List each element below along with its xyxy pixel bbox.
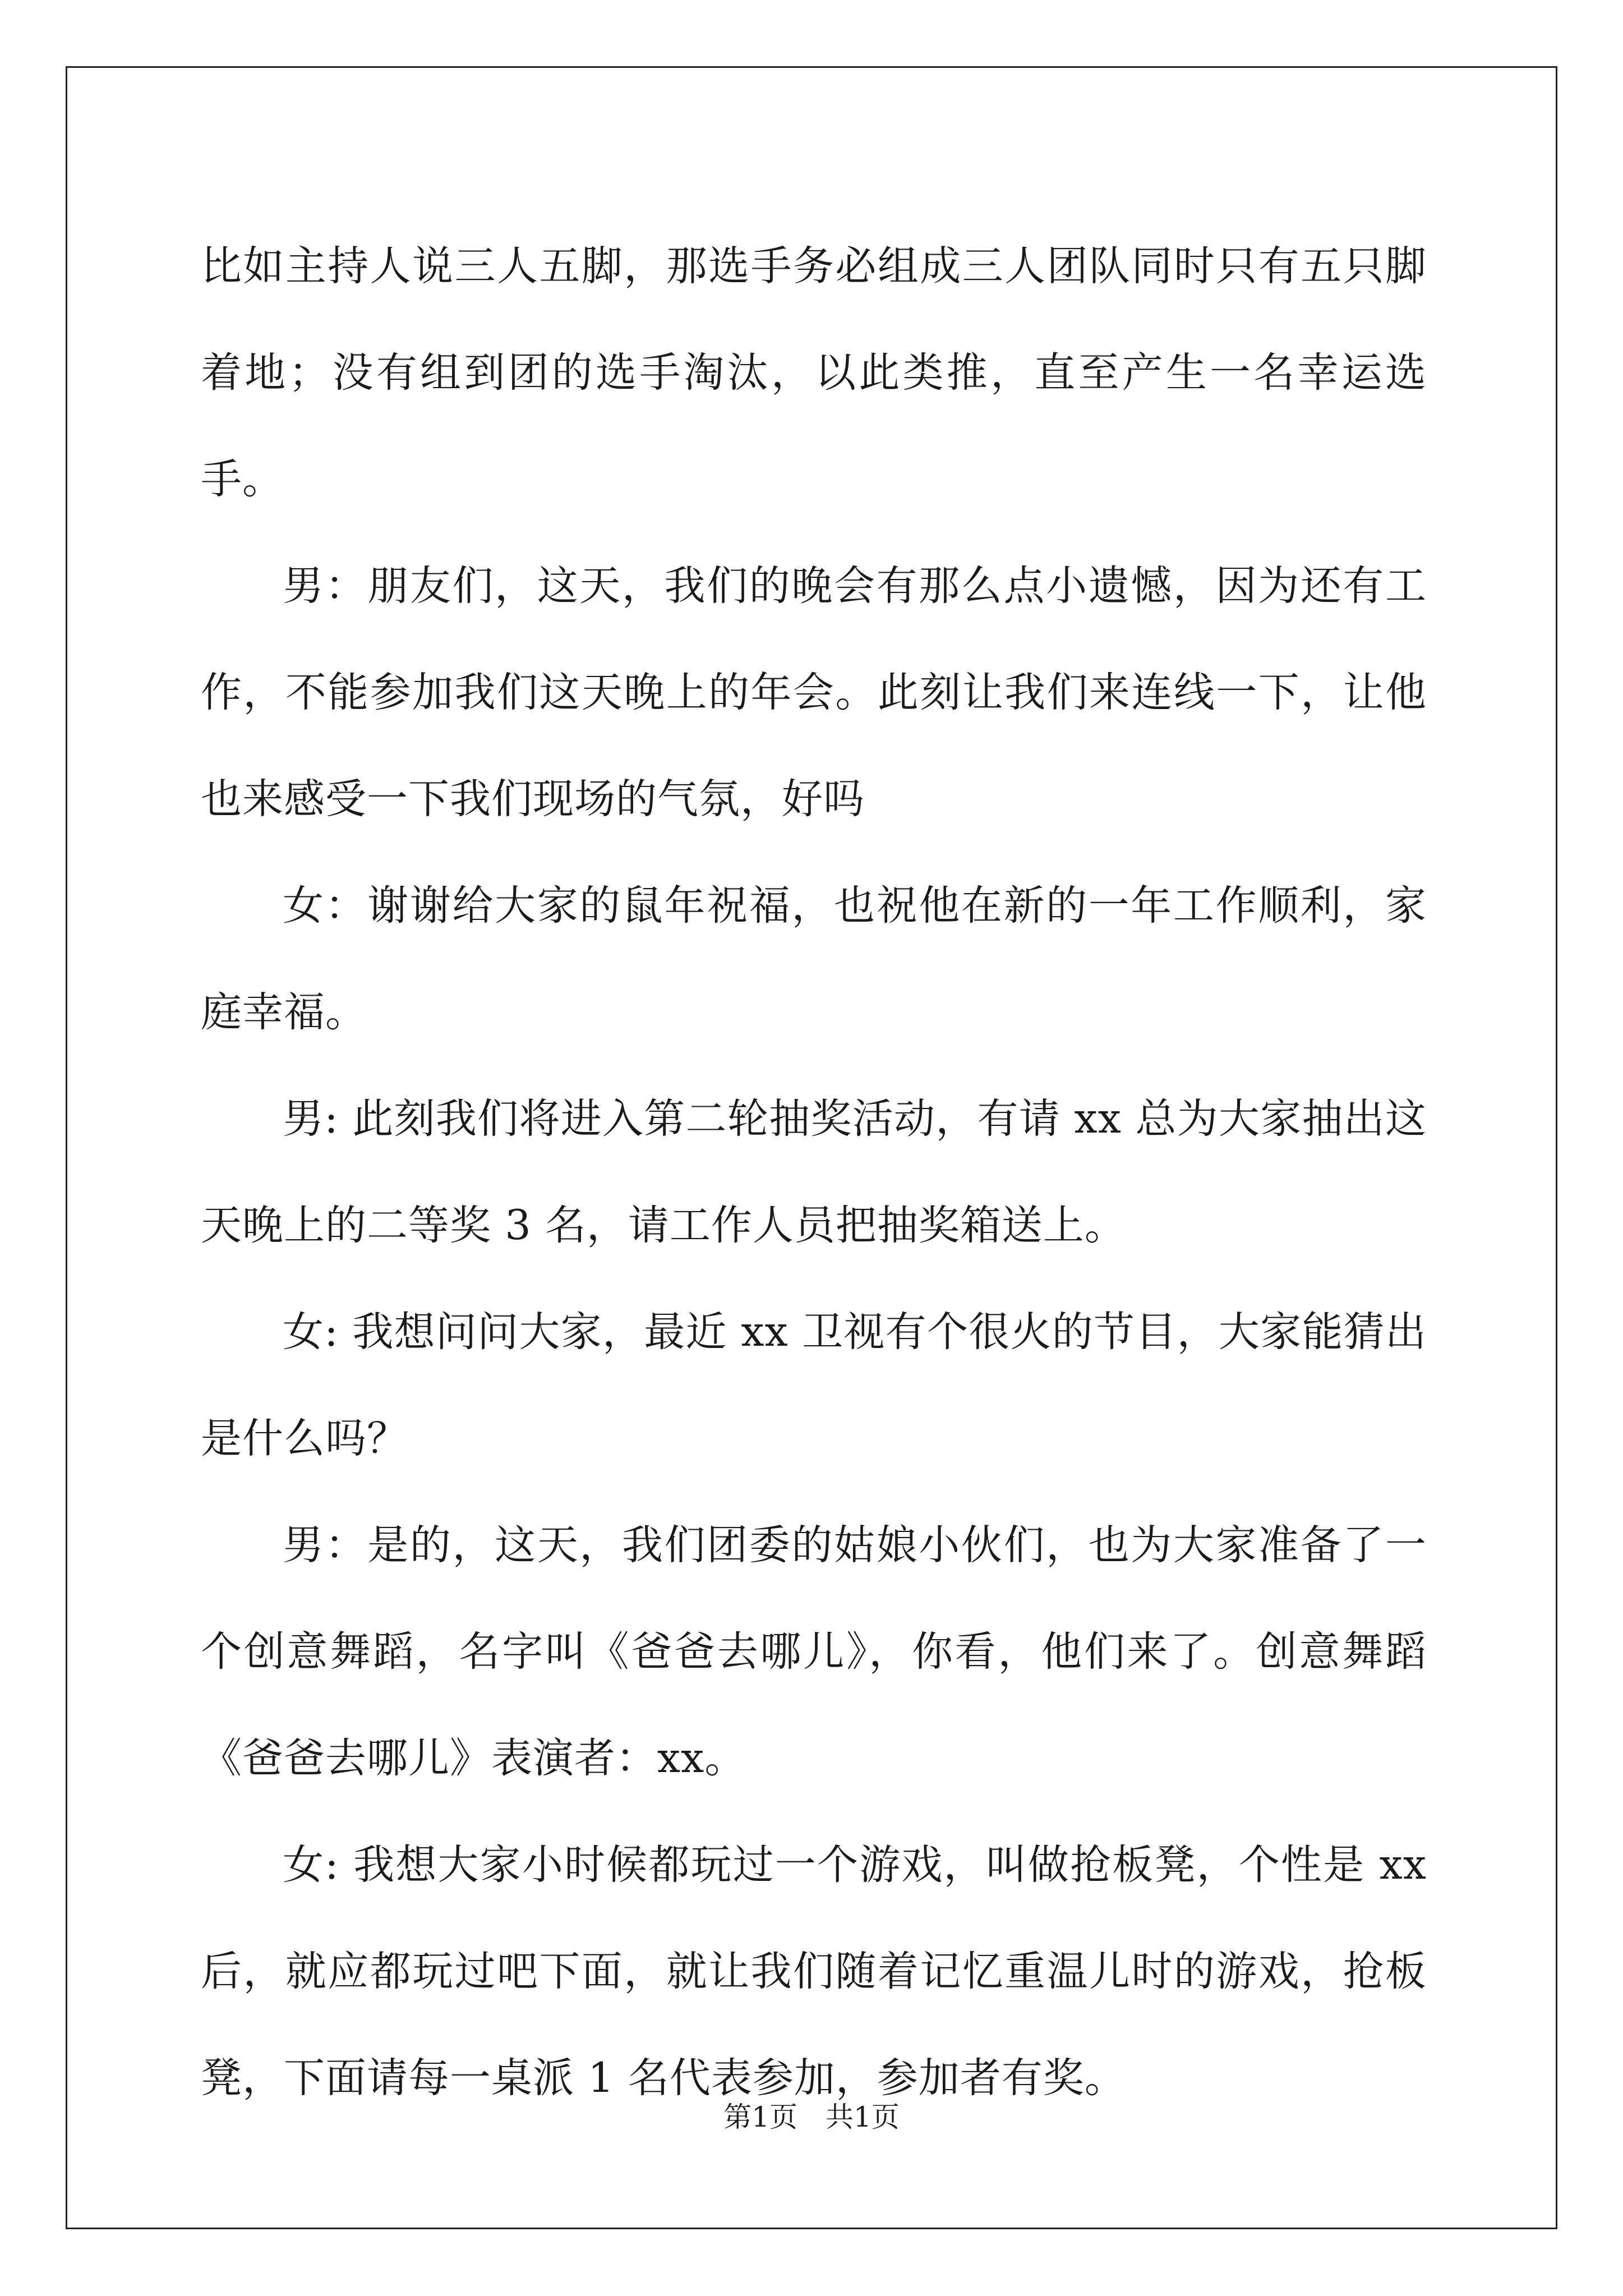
page-footer bbox=[0, 2100, 1623, 2134]
paragraph-4: 男: 此刻我们将进入第二轮抽奖活动，有请 xx 总为大家抽出这天晚上的二等奖 3 名，请工作人员把抽奖箱送上。 bbox=[201, 1095, 1427, 1249]
paragraph-5: 女: 我想问问大家，最近 xx 卫视有个很火的节目，大家能猜出是什么吗？ bbox=[201, 1308, 1427, 1462]
paragraph-2: 男：朋友们，这天，我们的晚会有那么点小遗憾，因为还有工作，不能参加我们这天晚上的年会。此刻让我们来连线一下，让他也来感受一下我们现场的气氛，好吗 bbox=[201, 562, 1427, 823]
paragraph-3: 女：谢谢给大家的鼠年祝福，也祝他在新的一年工作顺利，家庭幸福。 bbox=[201, 882, 1427, 1036]
page-number: 第1页 bbox=[723, 2101, 797, 2133]
document-body bbox=[201, 213, 1427, 2132]
paragraph-7: 女: 我想大家小时候都玩过一个游戏，叫做抢板凳，个性是 xx 后，就应都玩过吧下面，就让我们随着记忆重温儿时的游戏，抢板凳，下面请每一桌派 1 名代表参加，参加者有奖。 bbox=[201, 1841, 1427, 2102]
paragraph-1: 比如主持人说三人五脚，那选手务必组成三人团队同时只有五只脚着地；没有组到团的选手淘汰，以此类推，直至产生一名幸运选手。 bbox=[201, 242, 1427, 503]
page-total: 共1页 bbox=[826, 2101, 900, 2133]
paragraph-6: 男：是的，这天，我们团委的姑娘小伙们，也为大家准备了一个创意舞蹈，名字叫《爸爸去哪儿》，你看，他们来了。创意舞蹈《爸爸去哪儿》表演者：xx。 bbox=[201, 1521, 1427, 1782]
